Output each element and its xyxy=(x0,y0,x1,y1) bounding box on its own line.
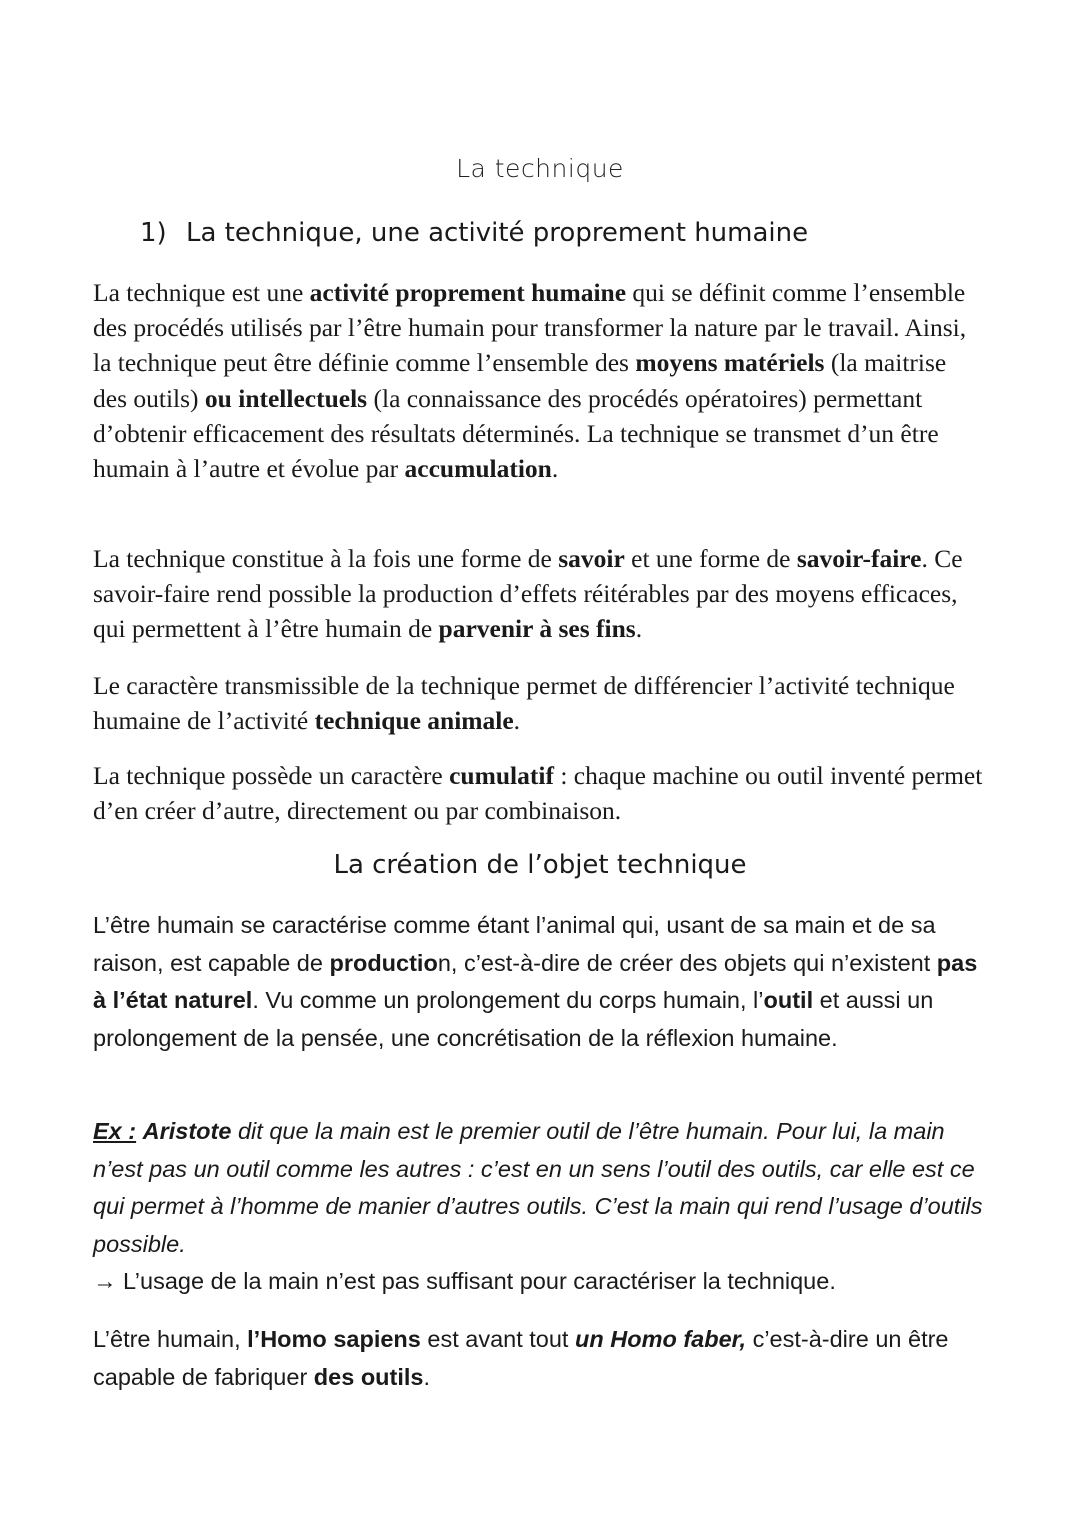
text-run: . Vu comme un prolongement du corps humain, l’ xyxy=(252,987,764,1013)
text-run: Le caractère transmissible de la technique permet de différencier l’activité technique humaine de l’activité xyxy=(93,671,955,736)
bold-run: ou intellectuels xyxy=(204,383,368,413)
bold-run: moyens matériels xyxy=(635,348,825,378)
bold-run: productio xyxy=(329,949,438,976)
paragraph-example-aristote xyxy=(93,1113,993,1301)
paragraph-cumulatif xyxy=(93,758,983,828)
text-run: : chaque machine ou outil inventé permet d’en créer d’autre, directement ou par combinaison. xyxy=(93,761,983,826)
bold-run: savoir-faire xyxy=(796,544,922,573)
example-author: Aristote xyxy=(142,1118,232,1144)
example-text: dit que la main est le premier outil de l’être humain. Pour lui, la main n’est pas un outil comme les autres : c’est en un sens l’outil des outils, car elle est ce qui permet à l’homme de manier d’autres outils. C’est la main qui rend l’usage d’outils possible. xyxy=(93,1118,983,1257)
example-label: Ex : xyxy=(93,1118,137,1144)
text-run: (la maitrise des outils) xyxy=(93,348,947,413)
text-run: et une forme de xyxy=(624,544,797,573)
text-run: qui se définit comme l’ensemble des procédés utilisés par l’être humain pour transformer la nature par le travail. Ainsi, la technique peut être définie comme l’ensemble des xyxy=(93,278,967,378)
section-heading-text: La technique, une activité proprement humaine xyxy=(186,218,809,248)
text-run: L’être humain, xyxy=(93,1326,248,1352)
bold-run: activité proprement humaine xyxy=(309,278,627,307)
bold-run: pas à l’état naturel xyxy=(93,949,978,1013)
section-number: 1) xyxy=(140,218,167,248)
paragraph-homo-faber xyxy=(93,1321,993,1396)
text-run: . xyxy=(551,454,559,484)
text-run: est avant tout xyxy=(420,1326,575,1352)
text-run: La technique possède un caractère xyxy=(93,761,450,790)
bold-italic-run: un Homo faber, xyxy=(575,1326,747,1352)
paragraph-transmissible xyxy=(93,668,983,738)
text-run: . xyxy=(635,614,643,644)
bold-run: outil xyxy=(763,987,814,1013)
section-heading-technique-activite xyxy=(140,218,808,248)
bold-run: savoir xyxy=(558,544,625,573)
arrow-icon: → xyxy=(93,1268,117,1294)
bold-run: cumulatif xyxy=(449,761,554,790)
bold-run: technique animale xyxy=(314,706,514,736)
text-run: L’être humain se caractérise comme étant l’animal qui, usant de sa main et de sa raison, est capable de xyxy=(93,912,936,976)
text-run: . xyxy=(513,706,521,736)
text-run: . Ce savoir-faire rend possible la production d’effets réitérables par des moyens efficaces, qui permettent à l’être humain de xyxy=(93,544,963,644)
paragraph-savoir-faire xyxy=(93,541,983,647)
text-run: et aussi un prolongement de la pensée, une concrétisation de la réflexion humaine. xyxy=(93,987,934,1051)
text-run: . xyxy=(423,1363,431,1390)
document-title: La technique xyxy=(456,154,624,183)
bold-run: l’Homo sapiens xyxy=(247,1326,421,1352)
paragraph-definition xyxy=(93,275,983,486)
bold-run: des outils xyxy=(313,1363,424,1390)
bold-run: accumulation xyxy=(404,454,552,484)
text-run: La technique est une xyxy=(93,278,310,307)
example-conclusion: L’usage de la main n’est pas suffisant pour caractériser la technique. xyxy=(116,1268,836,1294)
bold-run: parvenir à ses fins xyxy=(438,614,636,644)
text-run: La technique constitue à la fois une forme de xyxy=(93,544,559,573)
text-run: c’est-à-dire un être capable de fabriquer xyxy=(93,1326,949,1390)
text-run: n, c’est-à-dire de créer des objets qui n’existent xyxy=(437,949,937,976)
paragraph-production xyxy=(93,907,993,1057)
section-heading-creation-objet: La création de l’objet technique xyxy=(333,850,747,880)
text-run: (la connaissance des procédés opératoires) permettant d’obtenir efficacement des résultats déterminés. La technique se transmet d’un être humain à l’autre et évolue par xyxy=(93,383,939,484)
